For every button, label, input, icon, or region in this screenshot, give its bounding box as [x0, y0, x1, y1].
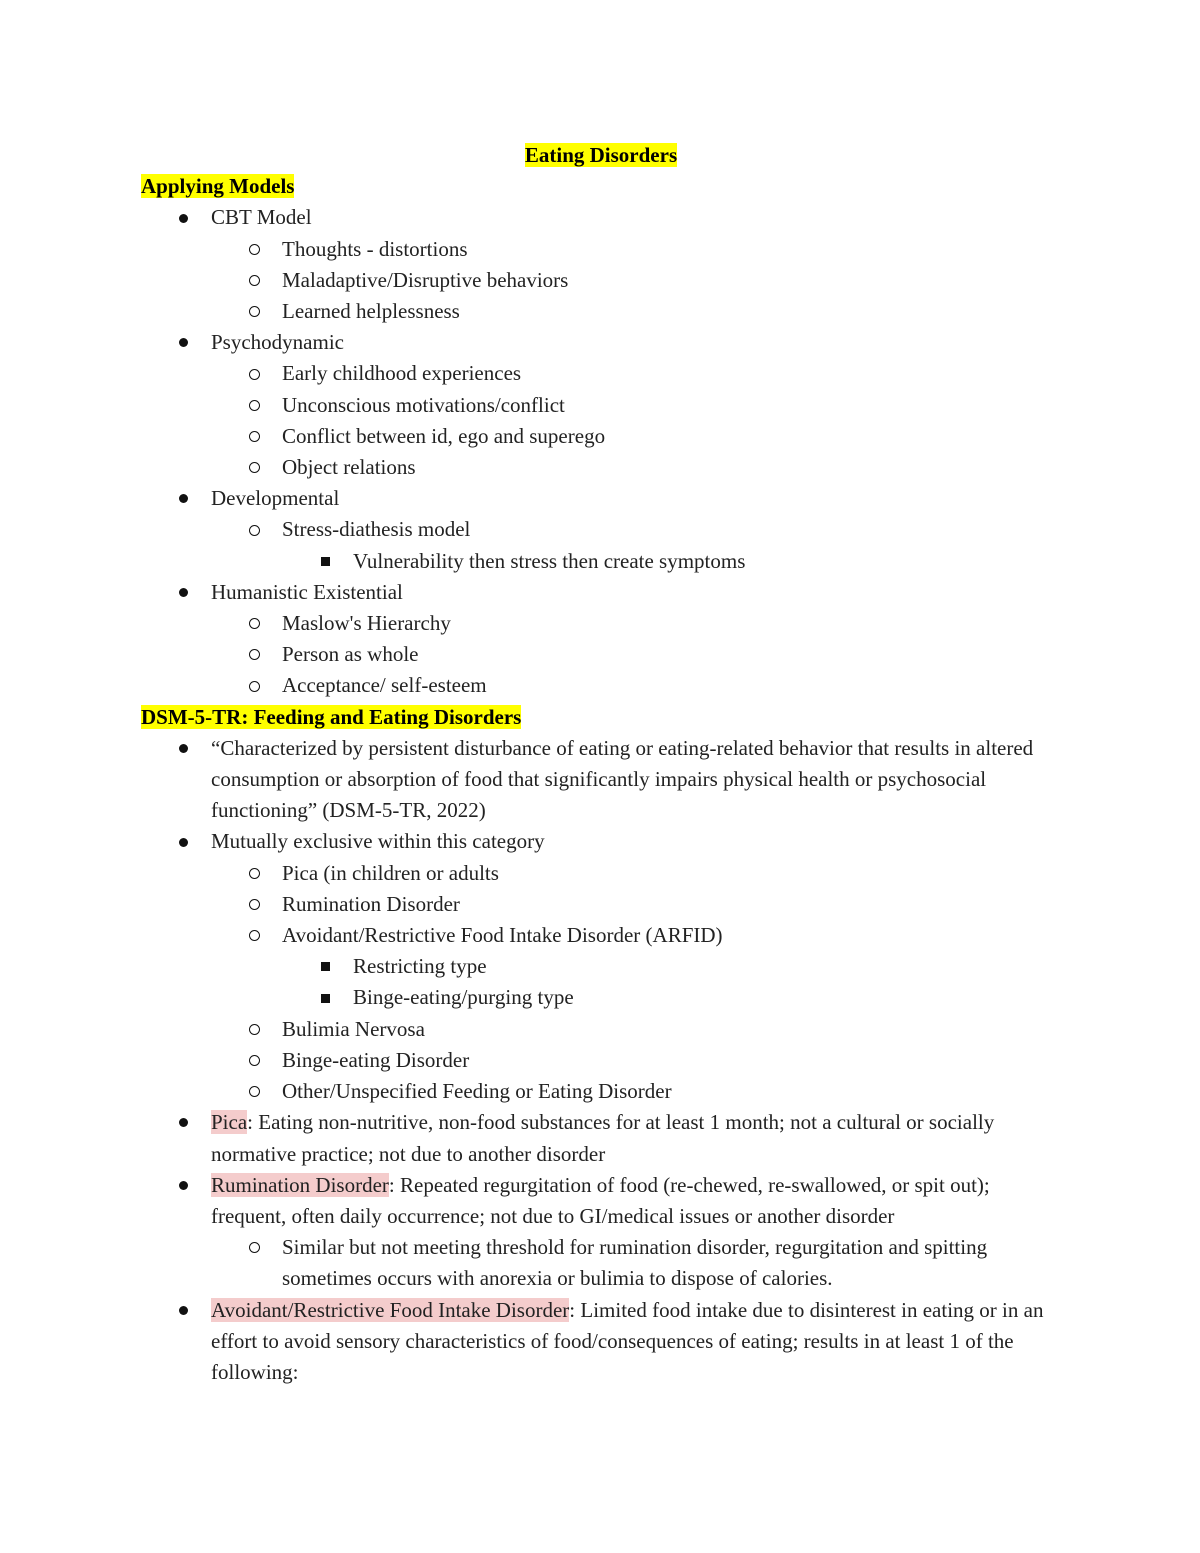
list-item	[141, 483, 1061, 514]
circle-bullet-icon	[244, 858, 264, 889]
bullet-icon	[173, 202, 193, 233]
circle-bullet-icon	[244, 889, 264, 920]
list-item	[141, 546, 1061, 577]
list-item-text: Avoidant/Restrictive Food Intake Disorder (ARFID)	[282, 923, 723, 948]
square-bullet-icon	[315, 982, 335, 1013]
dsm-quote: “Characterized by persistent disturbance of eating or eating-related behavior that results in altered consumption or absorption of food that significantly impairs physical health or psychosocial functioning” (DSM-5-TR, 2022)	[211, 735, 1034, 823]
list-item-text: Person as whole	[282, 642, 419, 667]
list-item-text: CBT Model	[211, 205, 312, 230]
circle-bullet-icon	[244, 296, 264, 327]
list-item-text: Humanistic Existential	[211, 579, 403, 604]
circle-bullet-icon	[244, 670, 264, 701]
circle-bullet-icon	[244, 1076, 264, 1107]
list-item-text: Bulimia Nervosa	[282, 1016, 425, 1041]
list-item-text: Rumination Disorder	[282, 891, 460, 916]
list-item-text: Early childhood experiences	[282, 361, 522, 386]
list-item-text: Acceptance/ self-esteem	[282, 673, 487, 698]
list-item	[141, 826, 1061, 857]
list-item-text: Unconscious motivations/conflict	[282, 392, 565, 417]
list-item	[141, 296, 1061, 327]
bullet-icon	[173, 327, 193, 358]
list-item	[141, 858, 1061, 889]
list-item-text: Thoughts - distortions	[282, 236, 468, 261]
list-item-text: Similar but not meeting threshold for rumination disorder, regurgitation and spitting sometimes occurs with anorexia or bulimia to dispose of calories.	[282, 1235, 988, 1291]
bullet-icon	[173, 733, 193, 764]
circle-bullet-icon	[244, 1014, 264, 1045]
document-title: Eating Disorders	[524, 143, 678, 167]
circle-bullet-icon	[244, 452, 264, 483]
list-item-text: Restricting type	[353, 954, 487, 979]
list-item	[141, 1076, 1061, 1107]
section-heading-text: DSM-5-TR: Feeding and Eating Disorders	[141, 704, 522, 729]
circle-bullet-icon	[244, 390, 264, 421]
definition-pica: : Eating non-nutritive, non-food substances for at least 1 month; not a cultural or socially normative practice; not due to another disorder	[211, 1110, 995, 1166]
list-item	[141, 358, 1061, 389]
list-item-text: Learned helplessness	[282, 299, 460, 324]
bullet-icon	[173, 577, 193, 608]
list-item	[141, 514, 1061, 545]
bullet-icon	[173, 1295, 193, 1326]
list-item	[141, 889, 1061, 920]
circle-bullet-icon	[244, 421, 264, 452]
list-item-text: Conflict between id, ego and superego	[282, 423, 606, 448]
section-heading-dsm	[141, 702, 1061, 733]
list-item	[141, 390, 1061, 421]
circle-bullet-icon	[244, 358, 264, 389]
square-bullet-icon	[315, 951, 335, 982]
definition-arfid: : Limited food intake due to disinterest in eating or in an effort to avoid sensory characteristics of food/consequences of eating; results in at least 1 of the following:	[211, 1297, 1044, 1384]
list-item	[141, 1295, 1061, 1389]
list-item	[141, 1170, 1061, 1232]
list-item	[141, 1107, 1061, 1169]
list-item	[141, 421, 1061, 452]
bullet-icon	[173, 1107, 193, 1138]
list-item-text: Binge-eating/purging type	[353, 985, 574, 1010]
list-item-text: Other/Unspecified Feeding or Eating Disorder	[282, 1079, 672, 1104]
definition-rumination: : Repeated regurgitation of food (re-chewed, re-swallowed, or spit out); frequent, often daily occurrence; not due to GI/medical issues or another disorder	[211, 1172, 990, 1228]
term-rumination: Rumination Disorder	[211, 1172, 389, 1197]
circle-bullet-icon	[244, 608, 264, 639]
list-item	[141, 639, 1061, 670]
list-item	[141, 982, 1061, 1013]
list-item	[141, 733, 1061, 827]
list-item-text: Maladaptive/Disruptive behaviors	[282, 267, 569, 292]
circle-bullet-icon	[244, 514, 264, 545]
circle-bullet-icon	[244, 265, 264, 296]
list-item	[141, 670, 1061, 701]
list-item-text: Pica (in children or adults	[282, 860, 499, 885]
list-item	[141, 327, 1061, 358]
list-item-text: Vulnerability then stress then create symptoms	[353, 548, 746, 573]
list-item-text: Mutually exclusive within this category	[211, 829, 545, 854]
list-item	[141, 608, 1061, 639]
bullet-icon	[173, 1170, 193, 1201]
circle-bullet-icon	[244, 1232, 264, 1263]
document-page	[141, 140, 1061, 1388]
list-item	[141, 234, 1061, 265]
list-item-text: Developmental	[211, 486, 340, 511]
list-item	[141, 1014, 1061, 1045]
list-item-text: Psychodynamic	[211, 330, 344, 355]
list-item	[141, 1045, 1061, 1076]
section-heading-applying-models	[141, 171, 1061, 202]
square-bullet-icon	[315, 546, 335, 577]
list-item	[141, 1232, 1061, 1294]
term-arfid: Avoidant/Restrictive Food Intake Disorder	[211, 1297, 570, 1322]
list-item-text: Object relations	[282, 455, 416, 480]
list-item	[141, 202, 1061, 233]
bullet-icon	[173, 483, 193, 514]
document-title-line	[141, 140, 1061, 171]
circle-bullet-icon	[244, 639, 264, 670]
bullet-icon	[173, 826, 193, 857]
list-item-text: Maslow's Hierarchy	[282, 611, 451, 636]
section-heading-text: Applying Models	[141, 174, 295, 199]
list-item	[141, 265, 1061, 296]
list-item	[141, 920, 1061, 951]
list-item	[141, 452, 1061, 483]
list-item	[141, 951, 1061, 982]
circle-bullet-icon	[244, 1045, 264, 1076]
list-item	[141, 577, 1061, 608]
list-item-text: Stress-diathesis model	[282, 517, 471, 542]
circle-bullet-icon	[244, 920, 264, 951]
term-pica: Pica	[211, 1110, 248, 1135]
list-item-text: Binge-eating Disorder	[282, 1047, 470, 1072]
circle-bullet-icon	[244, 234, 264, 265]
